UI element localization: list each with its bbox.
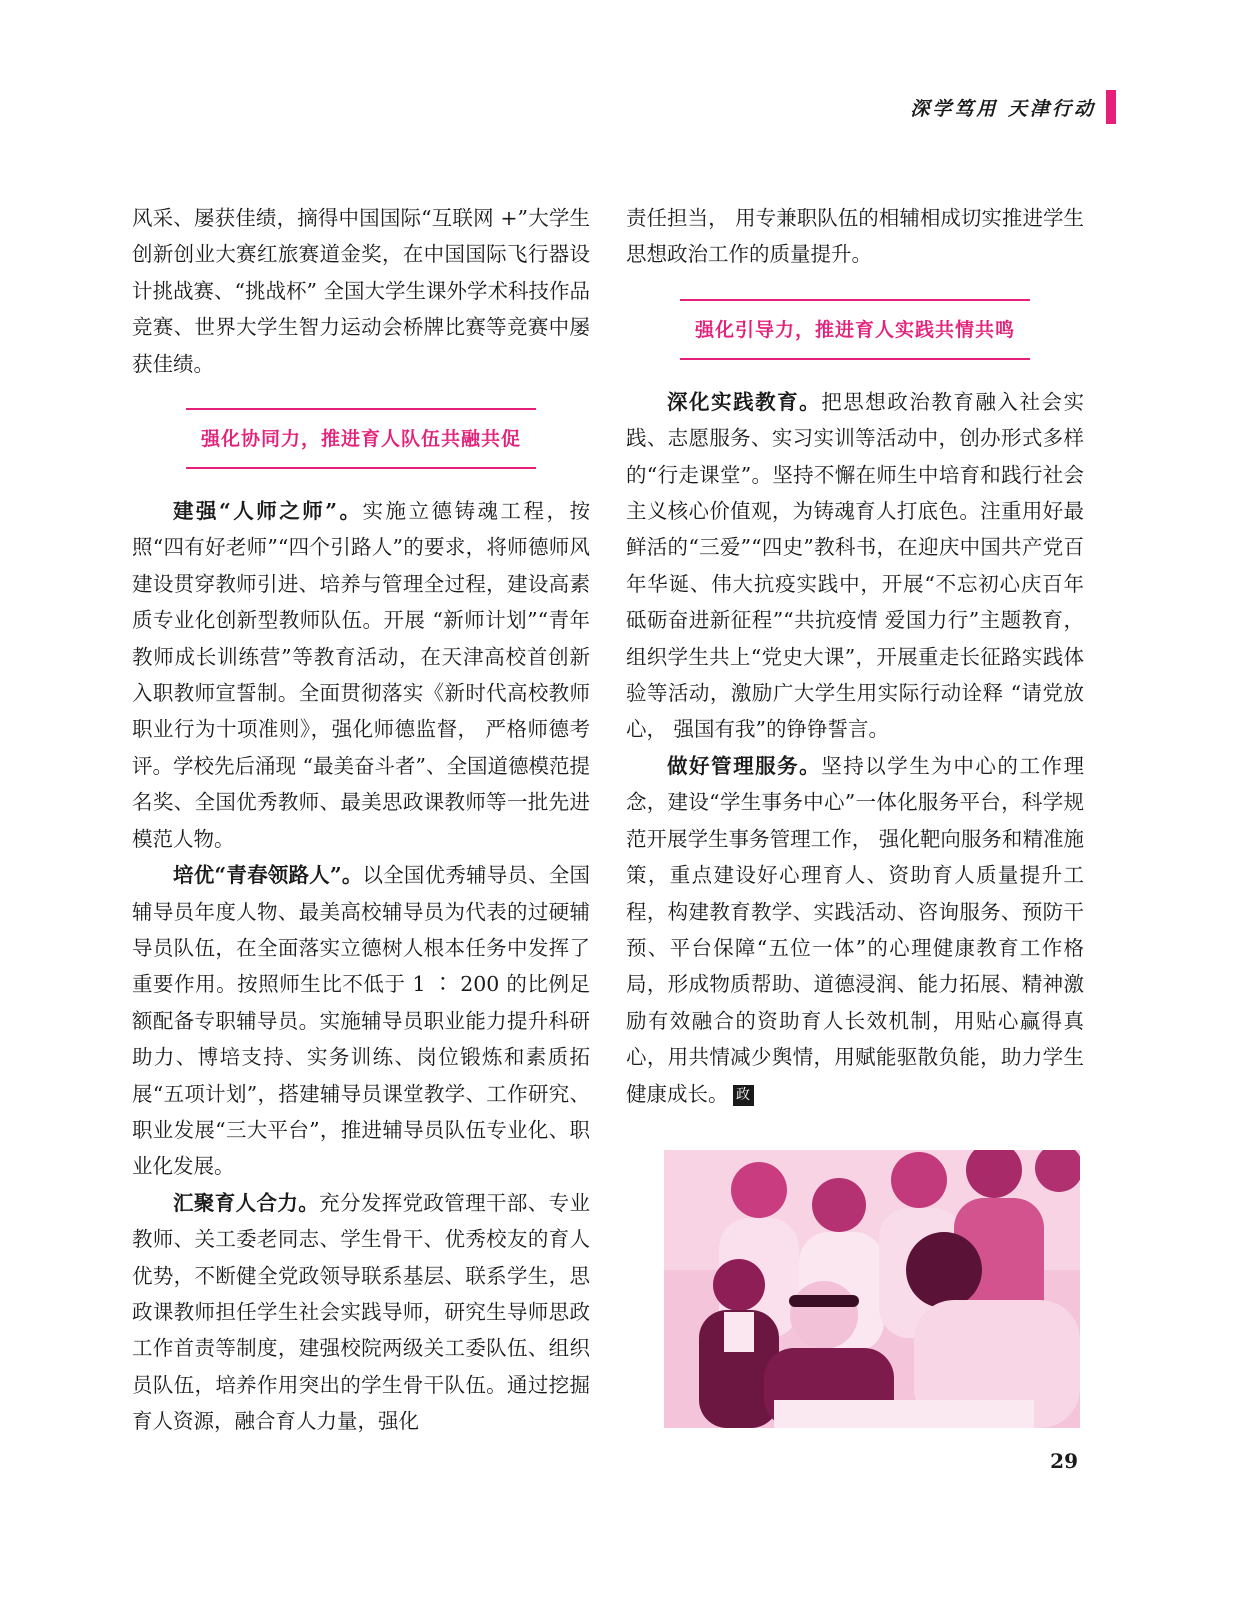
header-accent-bar	[1106, 90, 1116, 124]
paragraph-synergy	[132, 1185, 590, 1440]
paragraph-continued: 风采、屡获佳绩，摘得中国国际“互联网 +”大学生创新创业大赛红旅赛道金奖，在中国国际飞行器设计挑战赛、“挑战杯” 全国大学生课外学术科技作品竞赛、世界大学生智力运动会桥牌比赛等竞赛中屡获佳绩。	[132, 206, 590, 376]
end-mark-icon: 政	[733, 1085, 754, 1106]
section-heading-guidance: 强化引导力，推进育人实践共情共鸣	[680, 299, 1030, 360]
header-title: 深学笃用 天津行动	[910, 97, 1096, 120]
lead-phrase: 汇聚育人合力。	[173, 1190, 320, 1215]
page-header	[910, 90, 1116, 124]
page-number: 29	[1050, 1449, 1078, 1473]
paragraph-text: 实施立德铸魂工程，按照“四有好老师”“四个引路人”的要求，将师德师风建设贯穿教师引进、培养与管理全过程，建设高素质专业化创新型教师队伍。开展 “新师计划”“青年教师成长训练营”等教育活动，在天津高校首创新入职教师宣誓制。全面贯彻落实《新时代高校教师职业行为十项准则》，强化师德监督， 严格师德考评。学校先后涌现 “最美奋斗者”、全国道德模范提名奖、全国优秀教师、最美思政课教师等一批先进模范人物。	[132, 499, 590, 851]
paragraph-management	[626, 748, 1084, 1112]
paragraph-text: 坚持以学生为中心的工作理念，建设“学生事务中心”一体化服务平台，科学规范开展学生事务管理工作， 强化靶向服务和精准施策，重点建设好心理育人、资助育人质量提升工程，构建教育教学、实践活动、咨询服务、预防干预、平台保障“五位一体”的心理健康教育工作格局，形成物质帮助、道德浸润、能力拓展、精神激励有效融合的资助育人长效机制，用贴心赢得真心，用共情减少舆情，用赋能驱散负能，助力学生健康成长。	[626, 753, 1085, 1106]
lead-phrase: 做好管理服务。	[667, 753, 822, 778]
paragraph-text: 充分发挥党政管理干部、专业教师、关工委老同志、学生骨干、优秀校友的育人优势，不断健全党政领导联系基层、联系学生，思政课教师担任学生社会实践导师，研究生导师思政工作首责等制度，建强校院两级关工委队伍、组织员队伍，培养作用突出的学生骨干队伍。通过挖掘育人资源，融合育人力量，强化	[132, 1190, 591, 1434]
right-column	[626, 200, 1084, 1112]
paragraph-practice	[626, 384, 1084, 748]
photo-students-and-professor	[664, 1150, 1080, 1428]
paragraph-counselors	[132, 857, 590, 1185]
lead-phrase: 培优“青春领路人”。	[173, 863, 363, 888]
section-heading-collaboration: 强化协同力，推进育人队伍共融共促	[186, 408, 536, 469]
lead-phrase: 深化实践教育。	[667, 389, 822, 414]
left-column	[132, 200, 590, 1440]
paragraph-continued: 责任担当， 用专兼职队伍的相辅相成切实推进学生思想政治工作的质量提升。	[626, 206, 1084, 267]
paragraph-teachers	[132, 493, 590, 857]
lead-phrase: 建强“人师之师”。	[173, 499, 363, 524]
paragraph-text: 把思想政治教育融入社会实践、志愿服务、实习实训等活动中，创办形式多样的“行走课堂”。坚持不懈在师生中培育和践行社会主义核心价值观，为铸魂育人打底色。注重用好最鲜活的“三爱”“四史”教科书，在迎庆中国共产党百年华诞、伟大抗疫实践中，开展“不忘初心庆百年 砥砺奋进新征程”“共抗疫情 爱国力行”主题教育，组织学生共上“党史大课”，开展重走长征路实践体验等活动，激励广大学生用实际行动诠释 “请党放心， 强国有我”的铮铮誓言。	[626, 389, 1085, 742]
paragraph-text: 以全国优秀辅导员、全国辅导员年度人物、最美高校辅导员为代表的过硬辅导员队伍，在全面落实立德树人根本任务中发挥了重要作用。按照师生比不低于 1 ∶ 200 的比例足额配备专职辅导员。实施辅导员职业能力提升科研助力、博培支持、实务训练、岗位锻炼和素质拓展“五项计划”，搭建辅导员课堂教学、工作研究、职业发展“三大平台”，推进辅导员队伍专业化、职业化发展。	[132, 863, 590, 1179]
